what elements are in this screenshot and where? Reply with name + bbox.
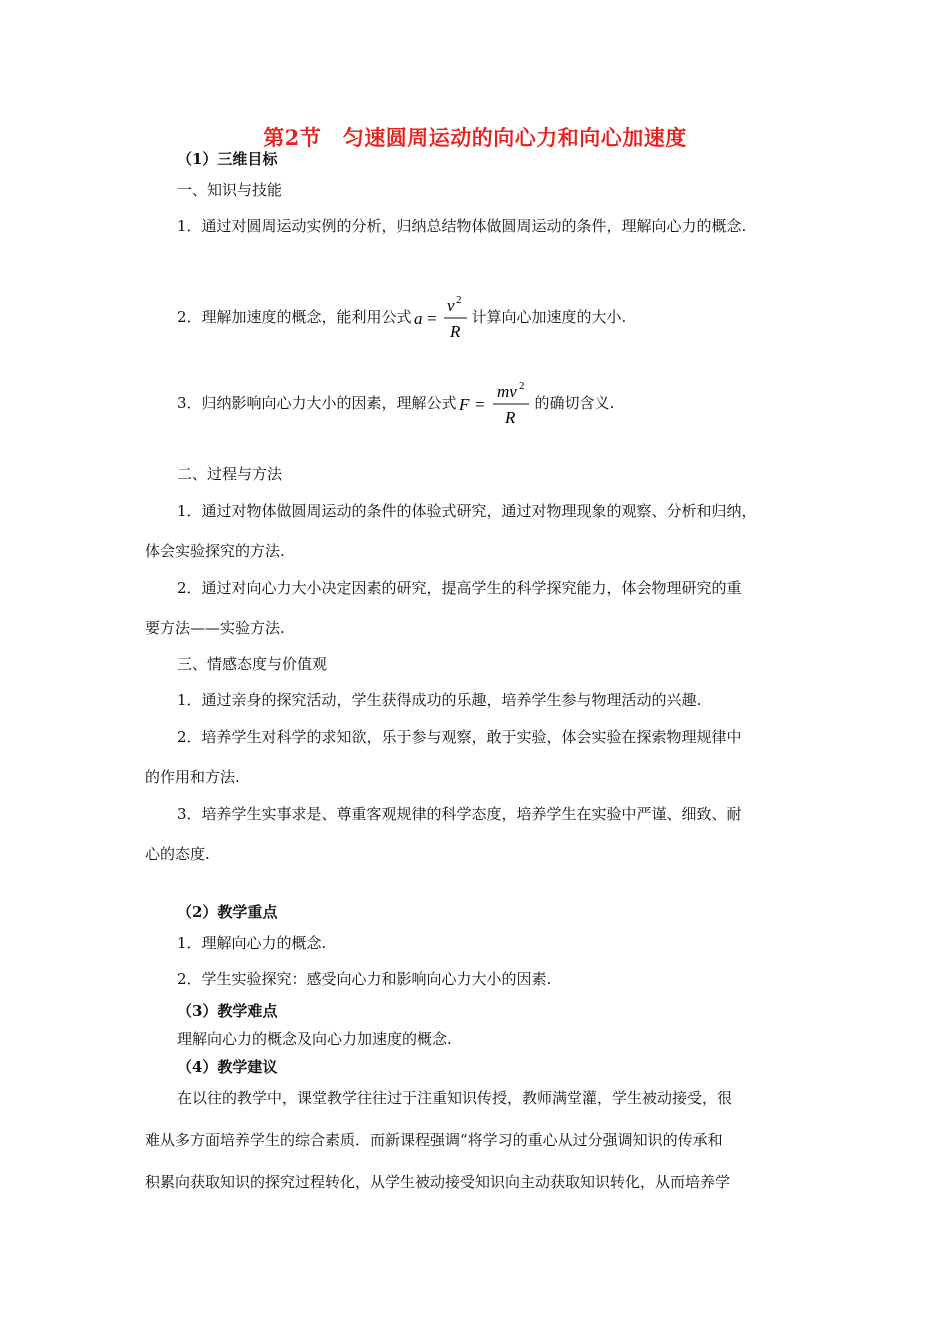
knowledge-item-3 xyxy=(177,378,614,429)
knowledge-item-3-post: 的确切含义. xyxy=(534,394,615,412)
knowledge-item-2-post: 计算向心加速度的大小. xyxy=(471,308,627,326)
emotion-item-1: 1．通过亲身的探究活动，学生获得成功的乐趣，培养学生参与物理活动的兴趣. xyxy=(177,691,702,709)
emotion-item-2a: 2．培养学生对科学的求知欲，乐于参与观察，敢于实验，体会实验在探索物理规律中 xyxy=(177,728,742,746)
formula2-den: R xyxy=(504,408,515,427)
difficulty-text: 理解向心力的概念及向心力加速度的概念. xyxy=(177,1030,452,1048)
knowledge-item-2-pre: 2．理解加速度的概念，能利用公式 xyxy=(177,308,412,326)
suggestion-line-2: 难从多方面培养学生的综合素质．而新课程强调“将学习的重心从过分强调知识的传承和 xyxy=(145,1131,723,1149)
emotion-heading: 三、情感态度与价值观 xyxy=(177,655,328,673)
knowledge-heading: 一、知识与技能 xyxy=(177,181,283,199)
knowledge-item-3-pre: 3．归纳影响向心力大小的因素，理解公式 xyxy=(177,394,457,412)
suggestion-line-1: 在以往的教学中，课堂教学往往过于注重知识传授，教师满堂灌，学生被动接受，很 xyxy=(177,1089,733,1107)
knowledge-item-2 xyxy=(177,292,626,343)
process-heading: 二、过程与方法 xyxy=(177,465,283,483)
formula2-exp: 2 xyxy=(518,380,525,392)
key-points-item-1: 1．理解向心力的概念. xyxy=(177,934,327,952)
formula1-exp: 2 xyxy=(455,294,462,306)
key-points-item-2: 2．学生实验探究：感受向心力和影响向心力大小的因素. xyxy=(177,970,552,988)
process-item-2b: 要方法——实验方法. xyxy=(145,619,285,637)
suggestion-heading: （4）教学建议 xyxy=(177,1058,278,1076)
formula1-den: R xyxy=(449,322,460,341)
formula1-eq: = xyxy=(426,309,437,328)
formula2-num: mv xyxy=(496,382,517,401)
emotion-item-3a: 3．培养学生实事求是、尊重客观规律的科学态度，培养学生在实验中严谨、细致、耐 xyxy=(177,805,742,823)
formula1-lhs: a xyxy=(413,309,423,328)
formula1-num: v xyxy=(446,296,455,315)
emotion-item-3b: 心的态度. xyxy=(145,845,210,863)
difficulty-heading: （3）教学难点 xyxy=(177,1002,278,1020)
suggestion-line-3: 积累向获取知识的探究过程转化，从学生被动接受知识向主动获取知识转化，从而培养学 xyxy=(145,1173,731,1191)
process-item-1a: 1．通过对物体做圆周运动的条件的体验式研究，通过对物理现象的观察、分析和归纳， xyxy=(177,502,757,520)
page-title: 第2节 匀速圆周运动的向心力和向心加速度 xyxy=(263,125,687,150)
process-item-2a: 2．通过对向心力大小决定因素的研究，提高学生的科学探究能力，体会物理研究的重 xyxy=(177,579,742,597)
key-points-heading: （2）教学重点 xyxy=(177,903,278,921)
formula2-eq: = xyxy=(474,395,485,414)
section-1-heading: （1）三维目标 xyxy=(177,150,278,168)
formula-centripetal-force xyxy=(459,379,533,429)
emotion-item-2b: 的作用和方法. xyxy=(145,768,240,786)
knowledge-item-1: 1．通过对圆周运动实例的分析，归纳总结物体做圆周运动的条件，理解向心力的概念. xyxy=(177,217,747,235)
formula2-lhs: F xyxy=(458,395,469,414)
process-item-1b: 体会实验探究的方法. xyxy=(145,542,285,560)
formula-acceleration xyxy=(414,293,470,343)
